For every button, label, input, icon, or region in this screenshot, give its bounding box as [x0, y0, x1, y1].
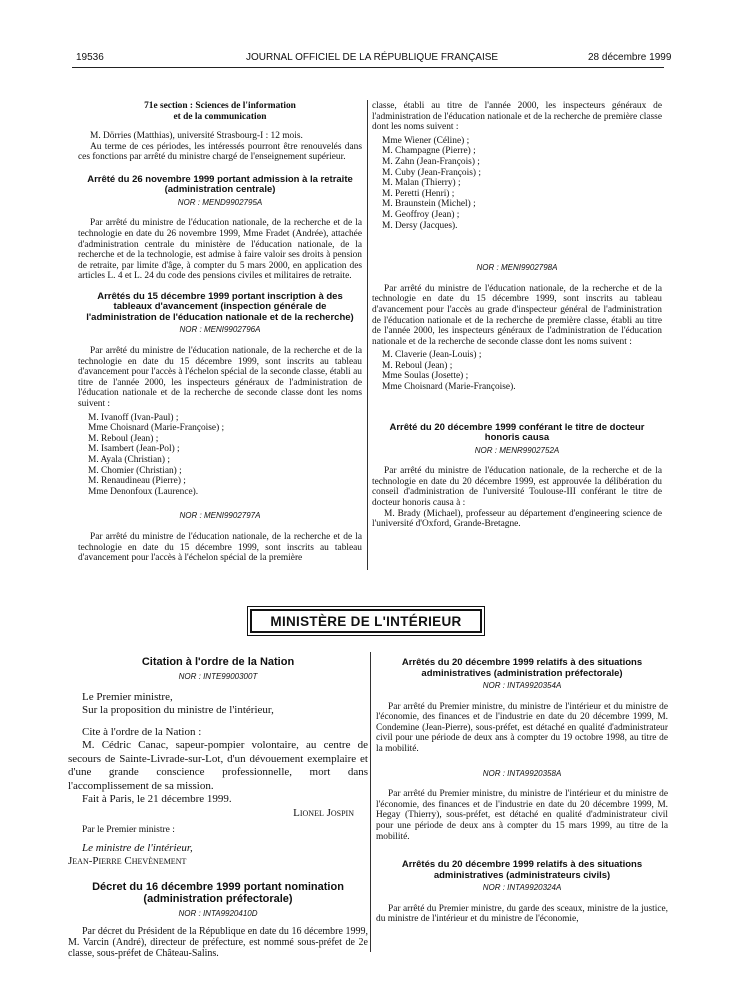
- continued-text: classe, établi au titre de l'année 2000, les inspecteurs généraux de l'administration de l'éducation nationale et de la recherche de première classe dont les noms suivent :: [372, 101, 662, 133]
- list-item: Mme Choisnard (Marie-Françoise) ;: [88, 423, 225, 434]
- journal-title: JOURNAL OFFICIEL DE LA RÉPUBLIQUE FRANÇAISE: [246, 52, 499, 63]
- hegay-text: Par arrêté du Premier ministre, du ministre de l'intérieur et du ministre de l'économie, des finances et de l'industrie en date du 20 décembre 1999, M. Hegay (Thierry), sous-préfet, est détaché en qualité d'administrateur civil pour une période de deux ans à compter du 15 mars 1999, au titre de la mobilité.: [376, 789, 668, 842]
- column-divider-bottom: [370, 652, 371, 952]
- decret-title: Décret du 16 décembre 1999 portant nomination (administration préfectorale): [92, 880, 344, 905]
- ministry-heading: MINISTÈRE DE L'INTÉRIEUR: [250, 609, 482, 633]
- list-item: M. Dersy (Jacques).: [382, 220, 458, 231]
- list-item: M. Peretti (Henri) ;: [382, 188, 455, 199]
- citation-title: Citation à l'ordre de la Nation: [141, 656, 295, 668]
- top-right-column: [372, 101, 662, 530]
- par-le-premier-ministre: Par le Premier ministre :: [82, 825, 175, 835]
- names-list-3: [372, 350, 662, 392]
- arrete-retraite-title: Arrêté du 26 novembre 1999 portant admission à la retraite (administration centrale): [87, 173, 353, 196]
- arrete-4-nor: NOR : MENI9902798A: [476, 263, 558, 273]
- list-item: M. Cuby (Jean-François) ;: [382, 167, 481, 178]
- arrete-honoris-text: Par arrêté du ministre de l'éducation nationale, de la recherche et de la technologie en date du 20 décembre 1999, est approuvée la délibération du conseil d'administration de l'université Toulouse-III conférant le titre de docteur honoris causa à :: [372, 466, 662, 509]
- page-number: 19536: [76, 52, 104, 63]
- line-premier-ministre: Le Premier ministre,: [82, 690, 173, 703]
- names-list-1: [78, 413, 362, 498]
- arrete-retraite-nor: NOR : MEND9902795A: [177, 197, 263, 207]
- list-item: M. Reboul (Jean) ;: [88, 433, 159, 444]
- arrete-4-text: Par arrêté du ministre de l'éducation nationale, de la recherche et de la technologie en date du 15 décembre 1999, sont inscrits au tableau d'avancement pour l'accès au grade d'inspecteur général de l'administration de l'éducation nationale et de la recherche de première classe, établi au titre de l'année 2000, les inspecteurs généraux de l'administration de l'éducation nationale et de la recherche de seconde classe dont les noms suivent :: [372, 283, 662, 347]
- column-divider-top: [367, 100, 368, 570]
- names-list-2: [372, 136, 662, 231]
- list-item: Mme Denonfoux (Laurence).: [88, 486, 199, 497]
- renewal-paragraph: Au terme de ces périodes, les intéressés pourront être renouvelés dans ces fonctions par arrêté du ministre chargé de l'enseignement supérieur.: [78, 141, 362, 163]
- situations-civils-nor: NOR : INTA9920324A: [482, 883, 562, 893]
- list-item: M. Reboul (Jean) ;: [382, 360, 453, 371]
- arrete-honoris-person: M. Brady (Michael), professeur au département d'engineering science de l'université d'Oxford, Grande-Bretagne.: [372, 508, 662, 530]
- bottom-left-column: [68, 656, 368, 959]
- minister-name: Jean-Pierre Chevènement: [68, 855, 187, 867]
- arrete-retraite-text: Par arrêté du ministre de l'éducation nationale, de la recherche et de la technologie en date du 26 novembre 1999, Mme Fradet (Andrée), attachée d'administration centrale du ministère de l'éducation nationale, de la recherche et de la technologie, est admise à faire valoir ses droits à pension de retraite, par limite d'âge, à compter du 5 mars 2000, en application des articles L. 4 et L. 24 du code des pensions civiles et militaires de retraite.: [78, 218, 362, 282]
- list-item: M. Isambert (Jean-Pol) ;: [88, 444, 180, 455]
- list-item: M. Ivanoff (Ivan-Paul) ;: [88, 412, 179, 423]
- situations-civils-title: Arrêtés du 20 décembre 1999 relatifs à des situations administratives (administrateurs civils): [401, 859, 643, 881]
- list-item: M. Claverie (Jean-Louis) ;: [382, 350, 482, 361]
- situations-prefectorale-title: Arrêtés du 20 décembre 1999 relatifs à des situations administratives (administration préfectorale): [401, 657, 643, 679]
- hegay-nor: NOR : INTA9920358A: [482, 768, 562, 778]
- arrete-honoris-title: Arrêté du 20 décembre 1999 conférant le titre de docteur honoris causa: [389, 421, 645, 444]
- arrete-tableaux-nor: NOR : MENI9902796A: [179, 325, 261, 335]
- line-proposition: Sur la proposition du ministre de l'intérieur,: [82, 704, 274, 716]
- list-item: Mme Soulas (Josette) ;: [382, 371, 469, 382]
- condemine-text: Par arrêté du Premier ministre, du ministre de l'intérieur et du ministre de l'économie, des finances et de l'industrie en date du 20 décembre 1999, M. Condemine (Jean-Pierre), sous-préfet, est détaché en qualité d'administrateur civil pour une période de deux ans à compter du 19 octobre 1998, au titre de la mobilité.: [376, 701, 668, 754]
- top-left-column: [78, 101, 362, 564]
- arrete-tableaux-text: Par arrêté du ministre de l'éducation nationale, de la recherche et de la technologie en date du 15 décembre 1999, sont inscrits au tableau d'avancement pour l'accès à l'échelon spécial de la seconde classe, établi au titre de l'année 2000, les inspecteurs généraux de l'administration de l'éducation nationale et de la recherche de seconde classe dont les noms suivent :: [78, 346, 362, 409]
- arrete-honoris-nor: NOR : MENR9902752A: [474, 445, 560, 455]
- minister-role: Le ministre de l'intérieur,: [82, 841, 193, 854]
- citation-text: M. Cédric Canac, sapeur-pompier volontaire, au centre de secours de Sainte-Livrade-sur-Lot, d'un dévouement exemplaire et d'une grande conscience professionnelle, mort dans l'accomplissement de sa mission.: [68, 739, 368, 792]
- bottom-right-column: [376, 658, 668, 925]
- list-item: M. Chomier (Christian) ;: [88, 465, 182, 476]
- member-entry: M. Dörries (Matthias), université Strasbourg-I : 12 mois.: [90, 131, 303, 141]
- list-item: M. Champagne (Pierre) ;: [382, 146, 476, 157]
- list-item: M. Braunstein (Michel) ;: [382, 199, 476, 210]
- arrete-3-nor: NOR : MENI9902797A: [179, 511, 261, 521]
- list-item: Mme Wiener (Céline) ;: [382, 135, 470, 146]
- issue-date: 28 décembre 1999: [588, 52, 672, 63]
- section-heading: 71e section : Sciences de l'information et de la communication: [144, 101, 296, 122]
- list-item: M. Geoffroy (Jean) ;: [382, 209, 460, 220]
- arrete-tableaux-title: Arrêtés du 15 décembre 1999 portant inscription à des tableaux d'avancement (inspection générale de l'administration de l'éducation nationale et de la recherche): [86, 290, 354, 323]
- citation-nor: NOR : INTE9900300T: [178, 672, 258, 681]
- list-item: M. Zahn (Jean-François) ;: [382, 156, 480, 167]
- header-rule: [72, 67, 664, 68]
- list-item: M. Ayala (Christian) ;: [88, 454, 170, 465]
- fait-a-paris: Fait à Paris, le 21 décembre 1999.: [82, 793, 232, 805]
- list-item: Mme Choisnard (Marie-Françoise).: [382, 382, 516, 393]
- decret-nor: NOR : INTA9920410D: [178, 908, 258, 918]
- line-cite: Cite à l'ordre de la Nation :: [82, 725, 202, 738]
- arrete-3-text: Par arrêté du ministre de l'éducation nationale, de la recherche et de la technologie en date du 15 décembre 1999, sont inscrits au tableau d'avancement pour l'accès à l'échelon spécial de la première: [78, 531, 362, 564]
- list-item: M. Malan (Thierry) ;: [382, 178, 461, 189]
- signature-jospin: Lionel Jospin: [293, 806, 354, 819]
- decret-text: Par décret du Président de la République en date du 16 décembre 1999, M. Varcin (André), directeur de préfecture, est nommé sous-préfet de 2e classe, sous-préfet de Château-Salins.: [68, 926, 368, 959]
- situations-prefectorale-nor: NOR : INTA9920354A: [482, 681, 562, 690]
- civils-text: Par arrêté du Premier ministre, du garde des sceaux, ministre de la justice, du ministre de l'intérieur et du ministre de l'économie,: [376, 903, 668, 925]
- list-item: M. Renaudineau (Pierre) ;: [88, 476, 186, 487]
